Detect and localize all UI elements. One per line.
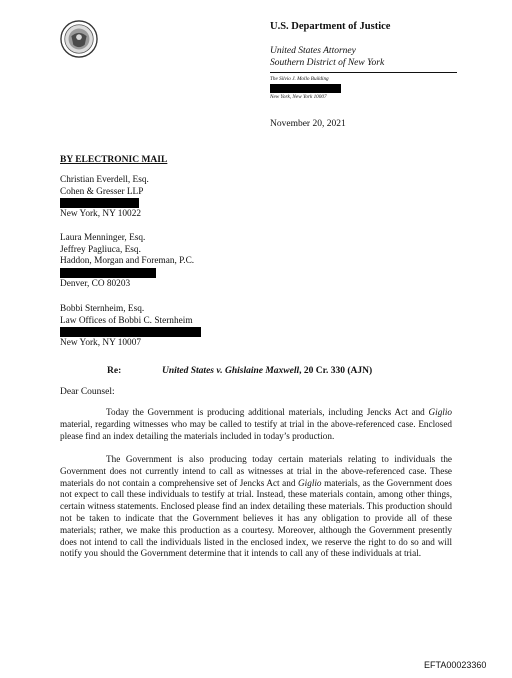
recipient-line: Cohen & Gresser LLP <box>60 186 144 197</box>
recipient-line: Christian Everdell, Esq. <box>60 175 149 185</box>
recipient-line: Laura Menninger, Esq. <box>60 233 146 243</box>
re-label: Re: <box>107 366 122 376</box>
recipient-line: Law Offices of Bobbi C. Sternheim <box>60 315 193 326</box>
recipient-line: Bobbi Sternheim, Esq. <box>60 304 145 314</box>
doj-seal-icon <box>60 20 98 58</box>
case-caption <box>162 366 372 376</box>
recipient-city: Denver, CO 80203 <box>60 278 131 289</box>
body-paragraph: Today the Government is producing additional materials, including Jencks Act and Giglio material, regarding witnesses who may be called to testify at trial in the above-referenced case. Enclosed please find an index detailing the materials included in today’s production. <box>60 407 452 441</box>
office-city: New York, New York 10007 <box>270 94 327 100</box>
recipient-line: Jeffrey Pagliuca, Esq. <box>60 244 141 255</box>
letter-date: November 20, 2021 <box>270 119 346 129</box>
delivery-method: BY ELECTRONIC MAIL <box>60 155 168 165</box>
body-paragraph: The Government is also producing today certain materials relating to individuals the Government does not currently intend to call as witnesses at trial in the above-referenced case. These materials do not contain a comprehensive set of Jencks Act and Giglio materials, as the Government does not expect to call these individuals to testify at trial. Instead, these materials contain, among other things, certain witness statements. Enclosed please find an index detailing these materials. This production should not be taken to indicate that the Government believes it has any obligation to provide all of these materials; rather, we make this production as a courtesy. Moreover, although the Government presently does not intend to call the individuals listed in the enclosed index, we reserve the right to do so and will notify you should the Government determine that it intends to call any of these individuals at trial. <box>60 454 452 559</box>
recipient-city: New York, NY 10022 <box>60 209 142 219</box>
recipient-block <box>60 175 149 221</box>
recipient-line: Haddon, Morgan and Foreman, P.C. <box>60 256 195 266</box>
redaction-bar <box>60 327 201 337</box>
header-divider <box>270 72 457 73</box>
case-name: United States v. Ghislaine Maxwell <box>162 366 300 376</box>
redaction-bar <box>60 268 156 278</box>
recipient-block <box>60 304 201 350</box>
building-name: The Silvio J. Mollo Building <box>270 76 329 82</box>
salutation: Dear Counsel: <box>60 387 115 397</box>
department-name: U.S. Department of Justice <box>270 21 391 32</box>
office-name: United States Attorney Southern District of New York <box>270 46 385 68</box>
recipient-city: New York, NY 10007 <box>60 338 142 348</box>
redaction-bar <box>60 198 139 208</box>
recipient-block <box>60 233 194 290</box>
redaction-bar <box>270 84 341 93</box>
bates-number: EFTA00023360 <box>424 660 487 670</box>
case-number: , 20 Cr. 330 (AJN) <box>299 366 373 376</box>
